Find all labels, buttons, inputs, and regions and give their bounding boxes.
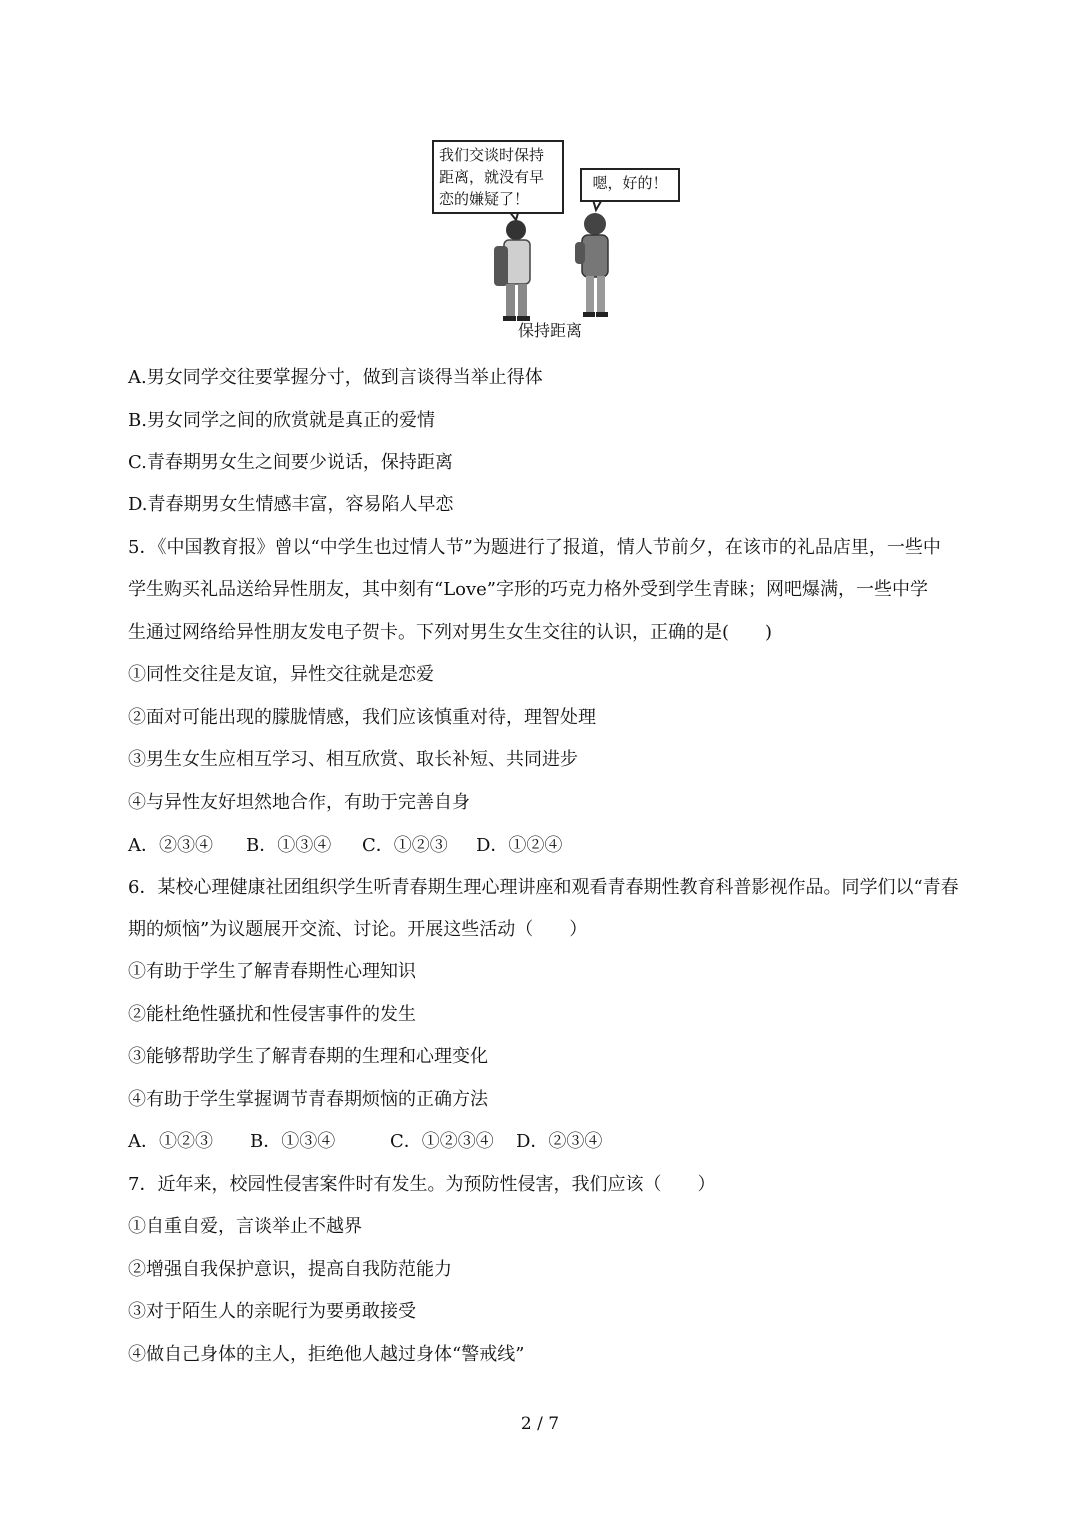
q6-choice-a: A．①②③ <box>128 1131 213 1152</box>
q7-item-2: ②增强自我保护意识，提高自我防范能力 <box>128 1259 452 1280</box>
q5-choice-a: A．②③④ <box>128 835 213 856</box>
q4-option-d: D.青春期男女生情感丰富，容易陷人早恋 <box>128 494 454 515</box>
girl-speech-bubble: 嗯，好的！ <box>580 168 680 202</box>
q4-option-c: C.青春期男女生之间要少说话，保持距离 <box>128 452 453 473</box>
boy-figure <box>494 220 530 321</box>
q6-stem-line-2: 期的烦恼”为议题展开交流、讨论。开展这些活动（ ） <box>128 919 588 940</box>
q7-item-4: ④做自己身体的主人，拒绝他人越过身体“警戒线” <box>128 1344 525 1365</box>
q5-choices <box>128 834 562 858</box>
q6-item-1: ①有助于学生了解青春期性心理知识 <box>128 961 416 982</box>
q6-choice-b: B．①③④ <box>250 1131 336 1152</box>
q6-choices <box>128 1130 602 1154</box>
q5-item-3: ③男生女生应相互学习、相互欣赏、取长补短、共同进步 <box>128 749 578 770</box>
q5-stem-line-1: 5．《中国教育报》曾以“中学生也过情人节”为题进行了报道，情人节前夕，在该市的礼品店里，一些中 <box>128 537 941 558</box>
q5-choice-b: B．①③④ <box>246 835 332 856</box>
q5-item-2: ②面对可能出现的朦胧情感，我们应该慎重对待，理智处理 <box>128 707 596 728</box>
figure-caption: 保持距离 <box>517 321 582 340</box>
q4-option-b: B.男女同学之间的欣赏就是真正的爱情 <box>128 410 435 431</box>
q6-choice-c: C．①②③④ <box>390 1131 494 1152</box>
q5-choice-c: C．①②③ <box>362 835 448 856</box>
q5-stem-line-3: 生通过网络给异性朋友发电子贺卡。下列对男生女生交往的认识，正确的是( ) <box>128 622 773 643</box>
q7-item-1: ①自重自爱，言谈举止不越界 <box>128 1216 362 1237</box>
q5-item-4: ④与异性友好坦然地合作，有助于完善自身 <box>128 792 470 813</box>
q6-item-2: ②能杜绝性骚扰和性侵害事件的发生 <box>128 1004 416 1025</box>
boy-speech-bubble: 我们交谈时保持 距离，就没有早 恋的嫌疑了！ <box>432 140 564 214</box>
q5-item-1: ①同性交往是友谊，异性交往就是恋爱 <box>128 664 434 685</box>
q6-stem-line-1: 6．某校心理健康社团组织学生听青春期生理心理讲座和观看青春期性教育科普影视作品。同学们以“青春 <box>128 877 959 898</box>
q4-option-a: A.男女同学交往要掌握分寸，做到言谈得当举止得体 <box>128 367 543 388</box>
cartoon-figure <box>420 128 680 348</box>
q7-item-3: ③对于陌生人的亲昵行为要勇敢接受 <box>128 1301 416 1322</box>
page-number: 2 / 7 <box>520 1414 560 1434</box>
q6-choice-d: D．②③④ <box>516 1131 603 1152</box>
q7-stem: 7．近年来，校园性侵害案件时有发生。为预防性侵害，我们应该（ ） <box>128 1174 716 1195</box>
q5-stem-line-2: 学生购买礼品送给异性朋友，其中刻有“Love”字形的巧克力格外受到学生青睐；网吧爆满，一些中学 <box>128 579 929 600</box>
q6-item-4: ④有助于学生掌握调节青春期烦恼的正确方法 <box>128 1089 488 1110</box>
q5-choice-d: D．①②④ <box>476 835 563 856</box>
q6-item-3: ③能够帮助学生了解青春期的生理和心理变化 <box>128 1046 488 1067</box>
girl-figure <box>575 213 608 317</box>
